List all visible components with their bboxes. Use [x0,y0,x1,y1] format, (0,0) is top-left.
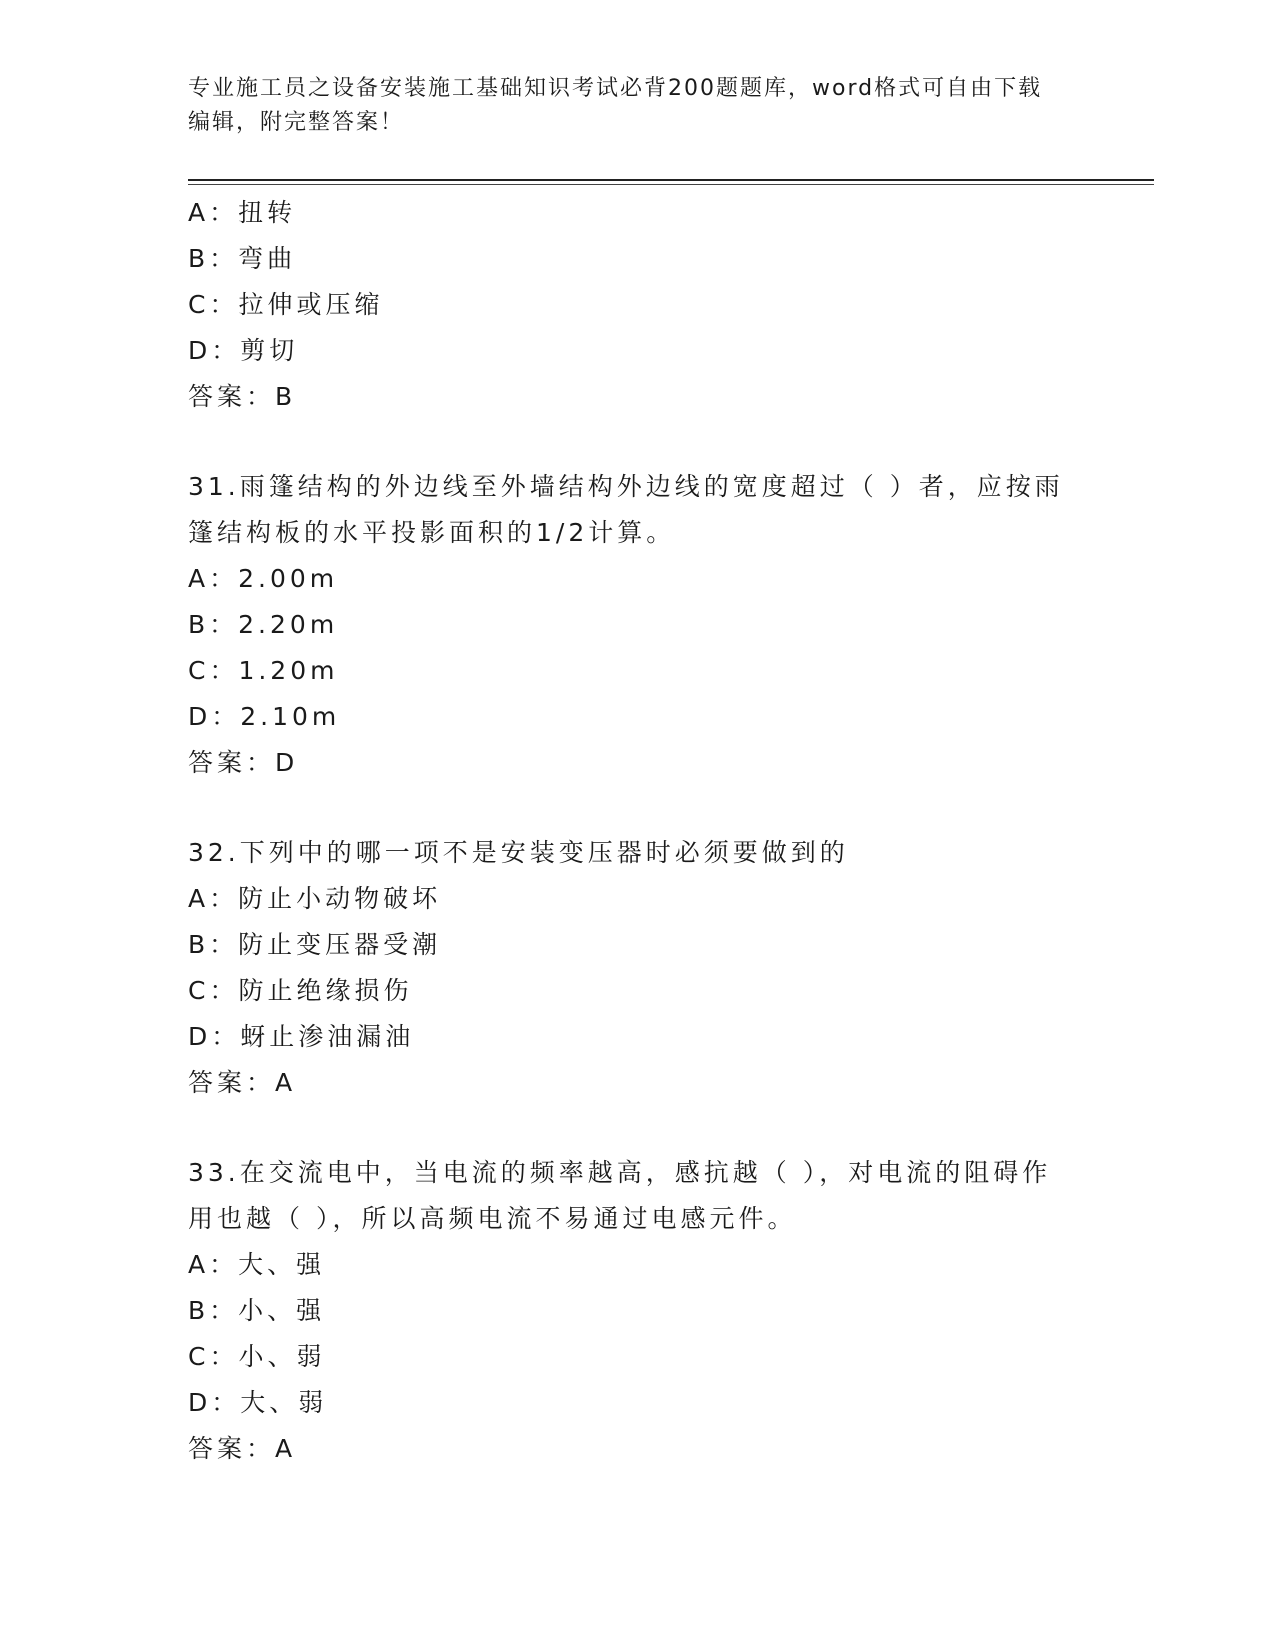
question-text-line-1: 32.下列中的哪一项不是安装变压器时必须要做到的 [188,838,849,867]
option-c: C：小、弱 [188,1342,326,1371]
option-a: A：扭转 [188,198,297,227]
option-d: D：大、弱 [188,1388,328,1417]
document-body [188,190,1088,1472]
document-header [188,72,1088,140]
answer-line: 答案：A [188,1434,297,1463]
option-b: B：防止变压器受潮 [188,930,442,959]
header-rule-thick [188,179,1154,181]
option-b: B：弯曲 [188,244,297,273]
answer-line: 答案：B [188,382,297,411]
option-d: D：蚜止渗油漏油 [188,1022,415,1051]
question-30-tail [188,190,1088,420]
answer-line: 答案：D [188,748,299,777]
option-b: B：小、强 [188,1296,326,1325]
question-text-line-2: 篷结构板的水平投影面积的1/2计算。 [188,518,676,547]
question-text-line-2: 用也越（ ），所以高频电流不易通过电感元件。 [188,1204,797,1233]
option-c: C：1.20m [188,656,339,685]
answer-line: 答案：A [188,1068,297,1097]
option-a: A：大、强 [188,1250,326,1279]
question-31 [188,464,1088,786]
option-c: C：拉伸或压缩 [188,290,384,319]
option-b: B：2.20m [188,610,339,639]
header-line-1: 专业施工员之设备安装施工基础知识考试必背200题题库，word格式可自由下载 [188,76,1043,101]
option-a: A：防止小动物破坏 [188,884,442,913]
question-text-line-1: 31.雨篷结构的外边线至外墙结构外边线的宽度超过（ ）者，应按雨 [188,472,1064,501]
question-32 [188,830,1088,1106]
header-rule-thin [188,184,1154,185]
question-33 [188,1150,1088,1472]
question-text-line-1: 33.在交流电中，当电流的频率越高，感抗越（ ），对电流的阻碍作 [188,1158,1052,1187]
option-d: D：剪切 [188,336,299,365]
option-a: A：2.00m [188,564,339,593]
header-line-2: 编辑，附完整答案！ [188,110,405,135]
option-d: D：2.10m [188,702,341,731]
option-c: C：防止绝缘损伤 [188,976,413,1005]
